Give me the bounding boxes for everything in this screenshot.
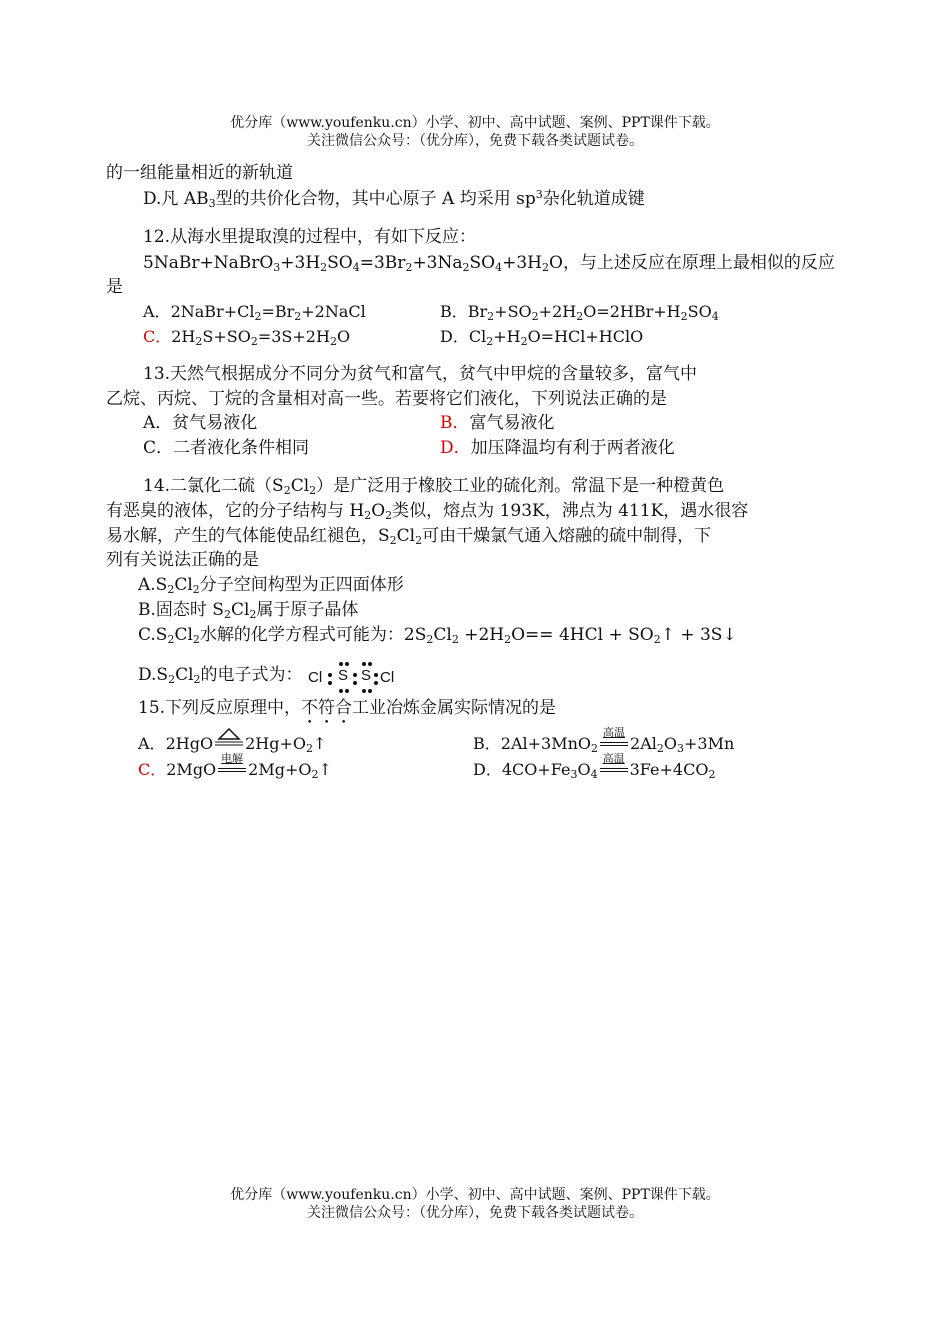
q12-stem-line-1: 12.从海水里提取溴的过程中，有如下反应：	[143, 227, 477, 247]
header-line-2: 关注微信公众号：（优分库），免费下载各类试题试卷。	[307, 133, 643, 149]
electrolysis-condition: 电解	[216, 757, 248, 777]
q11-option-d: D.凡 $AB_3$型的共价化合物，其中心原子 A 均采用 $sp^3$杂化轨道成键	[143, 188, 645, 210]
q13-option-a: A．贫气易液化	[143, 413, 258, 433]
electron-formula-cl-right: Cl	[380, 669, 395, 686]
q14-option-d: $D.S_2Cl_2$的电子式为：	[138, 665, 303, 686]
electron-formula-s-right: S	[361, 667, 372, 684]
q15-option-c: C．2MgO 电解 $2Mg+O_2↑$	[138, 752, 332, 781]
q13-option-b: B．富气易液化	[440, 413, 555, 433]
q15-option-b: B．2Al+3MnO$_2$ 高温 $2Al_2O_3+3Mn$	[473, 726, 735, 755]
q14-option-a: $A.S_2Cl_2$分子空间构型为正四面体形	[138, 575, 404, 596]
q15-emphasis-bufuhe: 不符合	[301, 698, 353, 718]
page-footer	[0, 1186, 950, 1222]
footer-line-2: 关注微信公众号：（优分库），免费下载各类试题试卷。	[307, 1205, 643, 1221]
q14-stem-line-4: 列有关说法正确的是	[106, 550, 259, 570]
q14-stem-line-2: 有恶臭的液体，它的分子结构与 $H_2O_2$类似，熔点为 193K，沸点为 411K，遇水很容	[106, 501, 749, 522]
high-temp-condition: 高温	[598, 731, 630, 751]
q14-hydrolysis-equation: $2S_2Cl_2 +2H_2O== 4HCl$ + $SO_2↑$ + 3S↓	[403, 625, 737, 646]
q15-option-d: D．$4CO+Fe_3O_4$ 高温 $3Fe+4CO_2$	[473, 752, 716, 781]
q15-stem: 15.下列反应原理中，不符合工业冶炼金属实际情况的是	[138, 698, 557, 718]
q12-option-c: C．$2H_2S+SO_2=3S+2H_2O$	[143, 327, 351, 348]
q13-option-c: C．二者液化条件相同	[143, 438, 310, 458]
q13-stem-line-1: 13.天然气根据成分不同分为贫气和富气，贫气中甲烷的含量较多，富气中	[143, 364, 698, 384]
q14-stem-line-1: 14.二氯化二硫$(S_2Cl_2)$是广泛用于橡胶工业的硫化剂。常温下是一种橙黄色	[143, 476, 725, 497]
page-header	[0, 114, 950, 150]
q12-option-d: D．$Cl_2+H_2O=HCl+HClO$	[440, 327, 644, 348]
electron-formula-cl-left: Cl	[308, 669, 323, 686]
q12-equation: $5NaBr+NaBrO_3+3H_2SO_4=3Br_2+3Na_2SO_4+3H_2O$	[143, 253, 563, 274]
q13-stem-line-2: 乙烷、丙烷、丁烷的含量相对高一些。若要将它们液化，下列说法正确的是	[106, 389, 667, 409]
electron-dot-formula	[308, 660, 398, 700]
q13-option-d: D．加压降温均有利于两者液化	[440, 438, 675, 458]
q12-stem-line-2: $5NaBr+NaBrO_3+3H_2SO_4=3Br_2+3Na_2SO_4+3H_2O$，与上述反应在原理上最相似的反应	[143, 253, 835, 274]
heat-triangle-condition	[213, 731, 245, 751]
footer-line-1: 优分库（www.youfenku.cn）小学、初中、高中试题、案例、PPT课件下载。	[230, 1187, 720, 1203]
q12-option-b: B．$Br_2+SO_2+2H_2O=2HBr+H_2SO_4$	[440, 302, 719, 323]
q15-option-a: A．2HgO $2Hg+O_2↑$	[138, 731, 326, 755]
electron-formula-s-left: S	[338, 667, 349, 684]
q14-option-c: $C.S_2Cl_2$水解的化学方程式可能为：$2S_2Cl_2 +2H_2O== 4HCl$ + $SO_2↑$ + 3S↓	[138, 625, 737, 646]
q11-continuation: 的一组能量相近的新轨道	[106, 163, 293, 183]
q14-stem-line-3: 易水解，产生的气体能使品红褪色，$S_2Cl_2$可由干燥氯气通入熔融的硫中制得，下	[106, 526, 712, 547]
high-temp-condition: 高温	[598, 757, 630, 777]
q14-option-b: B.固态时 $S_2Cl_2$属于原子晶体	[138, 600, 359, 621]
q12-stem-line-3: 是	[106, 277, 123, 297]
q12-option-a: A．$2NaBr+Cl_2=Br_2+2NaCl$	[143, 302, 366, 323]
header-line-1: 优分库（www.youfenku.cn）小学、初中、高中试题、案例、PPT课件下载。	[230, 115, 720, 131]
